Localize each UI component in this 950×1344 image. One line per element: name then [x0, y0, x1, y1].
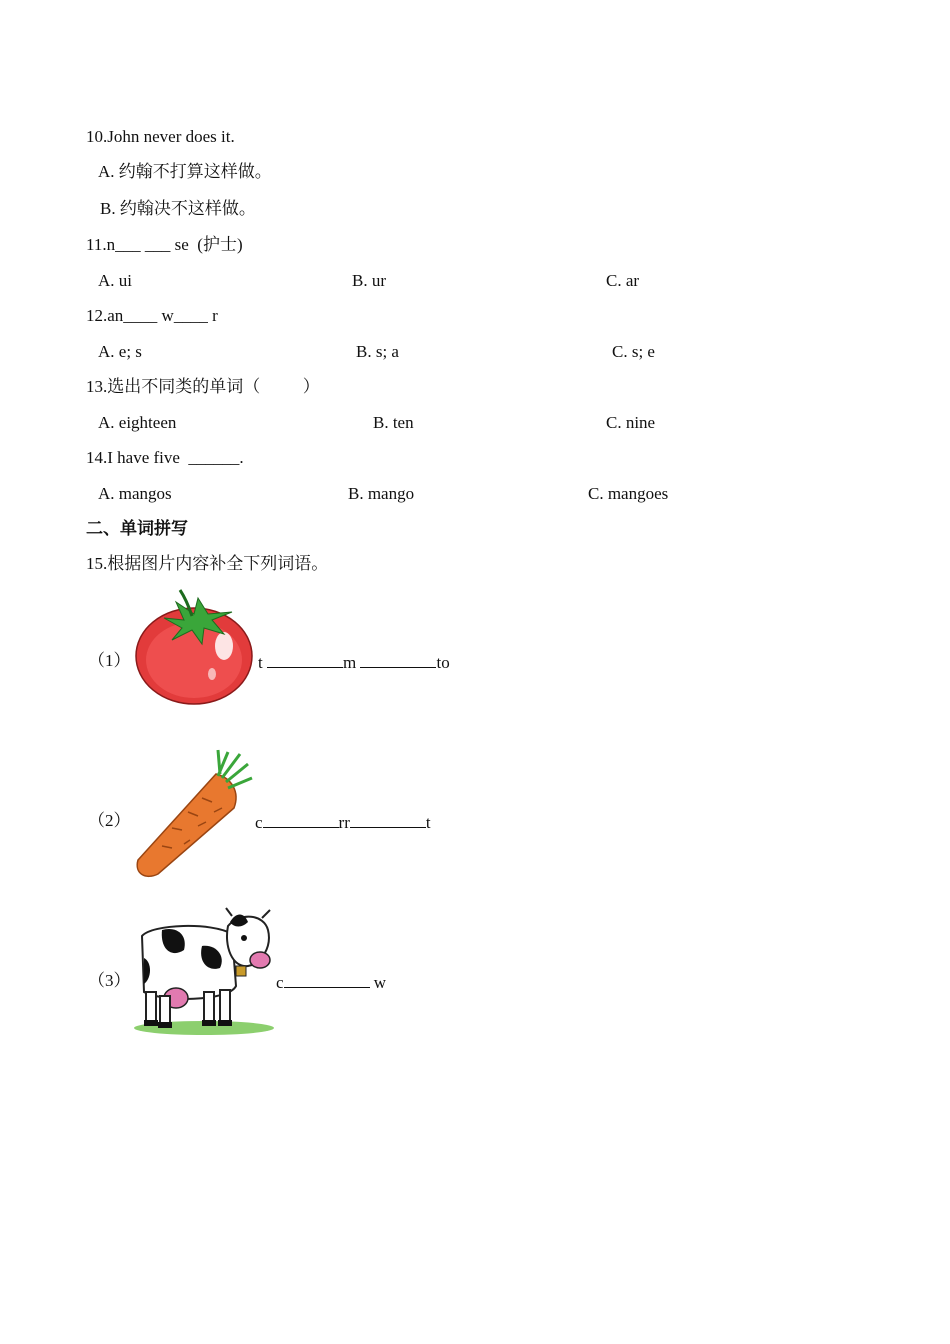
- item-1-blank-2[interactable]: [360, 651, 436, 668]
- item-2-part-3: t: [425, 813, 431, 832]
- carrot-image: [132, 748, 254, 880]
- question-15-stem: 15.根据图片内容补全下列词语。: [86, 554, 329, 573]
- item-1-number: （1）: [88, 651, 131, 670]
- cow-image: [132, 906, 278, 1036]
- item-2-number: （2）: [88, 811, 131, 830]
- item-1-word: [258, 651, 450, 674]
- question-10-option-b: B. 约翰决不这样做。: [100, 199, 256, 218]
- question-13-option-c: C. nine: [606, 413, 656, 432]
- item-2-blank-1[interactable]: [263, 811, 339, 828]
- question-11-option-c: C. ar: [606, 271, 640, 290]
- question-11-stem: 11.n___ ___ se (护士): [86, 235, 243, 254]
- question-10-stem: 10.John never does it.: [86, 127, 235, 146]
- item-1-blank-1[interactable]: [267, 651, 343, 668]
- question-11-option-b: B. ur: [352, 271, 386, 290]
- question-12-option-b: B. s; a: [356, 342, 399, 361]
- item-3-word: [276, 971, 386, 994]
- item-3-number: （3）: [88, 971, 131, 990]
- question-13-stem: 13.选出不同类的单词（ ）: [86, 377, 320, 396]
- item-2-blank-2[interactable]: [350, 811, 426, 828]
- section-2-title: 二、单词拼写: [86, 519, 188, 538]
- question-12-stem: 12.an____ w____ r: [86, 306, 218, 325]
- item-3-part-1: c: [276, 973, 284, 992]
- question-12-option-a: A. e; s: [98, 342, 142, 361]
- item-2-part-2: rr: [338, 813, 350, 832]
- question-14-option-b: B. mango: [348, 484, 415, 503]
- question-14-option-c: C. mangoes: [588, 484, 669, 503]
- item-3-blank-1[interactable]: [284, 971, 370, 988]
- question-13-option-b: B. ten: [373, 413, 414, 432]
- question-11-option-a: A. ui: [98, 271, 132, 290]
- tomato-image: [132, 588, 256, 708]
- question-10-option-a: A. 约翰不打算这样做。: [98, 162, 272, 181]
- item-1-part-2: m: [342, 653, 361, 672]
- item-2-part-1: c: [255, 813, 263, 832]
- item-1-part-1: t: [258, 653, 267, 672]
- item-1-part-3: to: [436, 653, 450, 672]
- question-14-stem: 14.I have five ______.: [86, 448, 244, 467]
- item-2-word: [255, 811, 431, 834]
- question-13-option-a: A. eighteen: [98, 413, 177, 432]
- question-12-option-c: C. s; e: [612, 342, 655, 361]
- item-3-part-2: w: [369, 973, 387, 992]
- question-14-option-a: A. mangos: [98, 484, 172, 503]
